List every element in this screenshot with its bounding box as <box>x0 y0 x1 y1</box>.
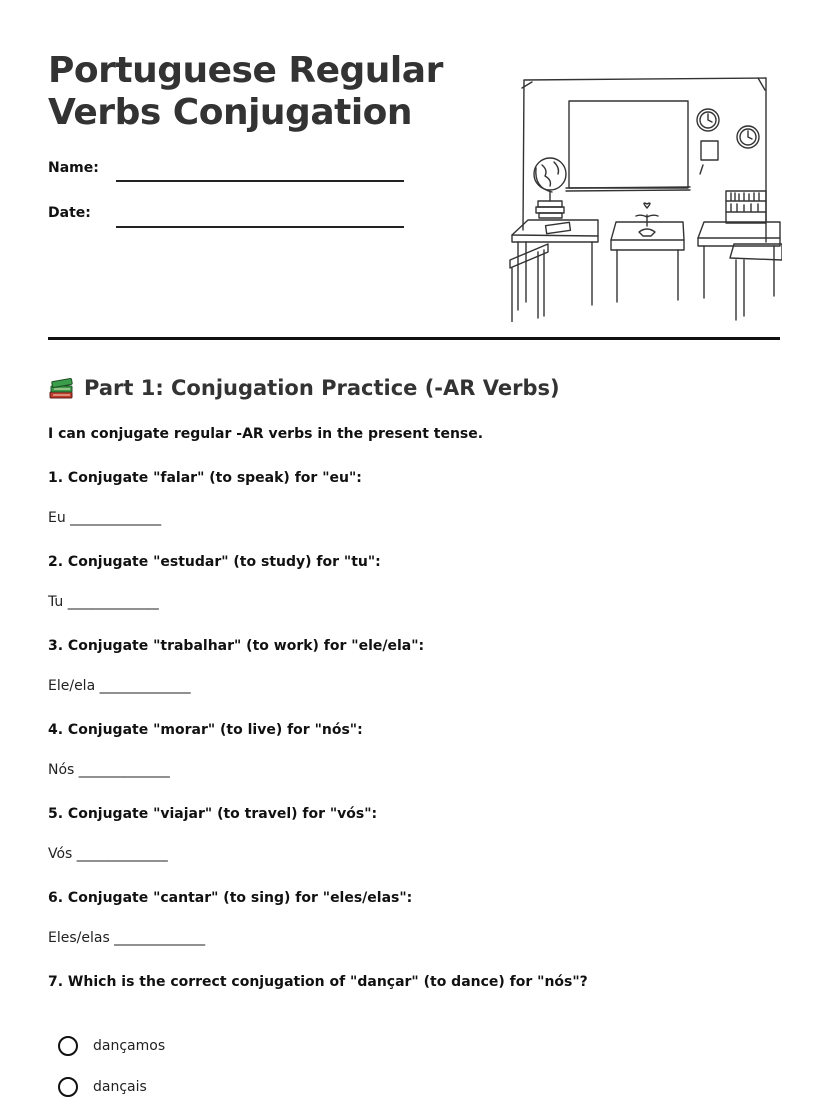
date-label: Date: <box>48 205 91 221</box>
radio-button[interactable] <box>58 1077 78 1097</box>
section-title <box>48 375 560 401</box>
classroom-illustration <box>508 70 782 322</box>
name-label: Name: <box>48 160 99 176</box>
question-2-prompt: 2. Conjugate "estudar" (to study) for "tu": <box>48 554 381 570</box>
question-1-prompt: 1. Conjugate "falar" (to speak) for "eu": <box>48 470 362 486</box>
books-icon <box>48 375 76 401</box>
learning-objective: I can conjugate regular -AR verbs in the present tense. <box>48 426 484 442</box>
radio-button[interactable] <box>58 1036 78 1056</box>
name-field[interactable] <box>116 180 404 182</box>
question-6-answer[interactable]: Eles/elas _____________ <box>48 930 206 946</box>
question-7-option-2[interactable] <box>58 1077 147 1097</box>
question-3-prompt: 3. Conjugate "trabalhar" (to work) for "ele/ela": <box>48 638 425 654</box>
question-1-answer[interactable]: Eu _____________ <box>48 510 162 526</box>
question-5-prompt: 5. Conjugate "viajar" (to travel) for "vós": <box>48 806 378 822</box>
option-label: dançais <box>93 1079 147 1095</box>
option-label: dançamos <box>93 1038 166 1054</box>
question-5-answer[interactable]: Vós _____________ <box>48 846 168 862</box>
header-divider <box>48 337 780 340</box>
date-field[interactable] <box>116 226 404 228</box>
question-4-prompt: 4. Conjugate "morar" (to live) for "nós": <box>48 722 363 738</box>
question-3-answer[interactable]: Ele/ela _____________ <box>48 678 191 694</box>
question-4-answer[interactable]: Nós _____________ <box>48 762 170 778</box>
section-title-text: Part 1: Conjugation Practice (-AR Verbs) <box>84 376 560 400</box>
question-7-option-1[interactable] <box>58 1036 165 1056</box>
question-2-answer[interactable]: Tu _____________ <box>48 594 159 610</box>
question-6-prompt: 6. Conjugate "cantar" (to sing) for "eles/elas": <box>48 890 413 906</box>
worksheet-title: Portuguese Regular Verbs Conjugation <box>48 50 443 133</box>
question-7-prompt: 7. Which is the correct conjugation of "dançar" (to dance) for "nós"? <box>48 974 588 990</box>
